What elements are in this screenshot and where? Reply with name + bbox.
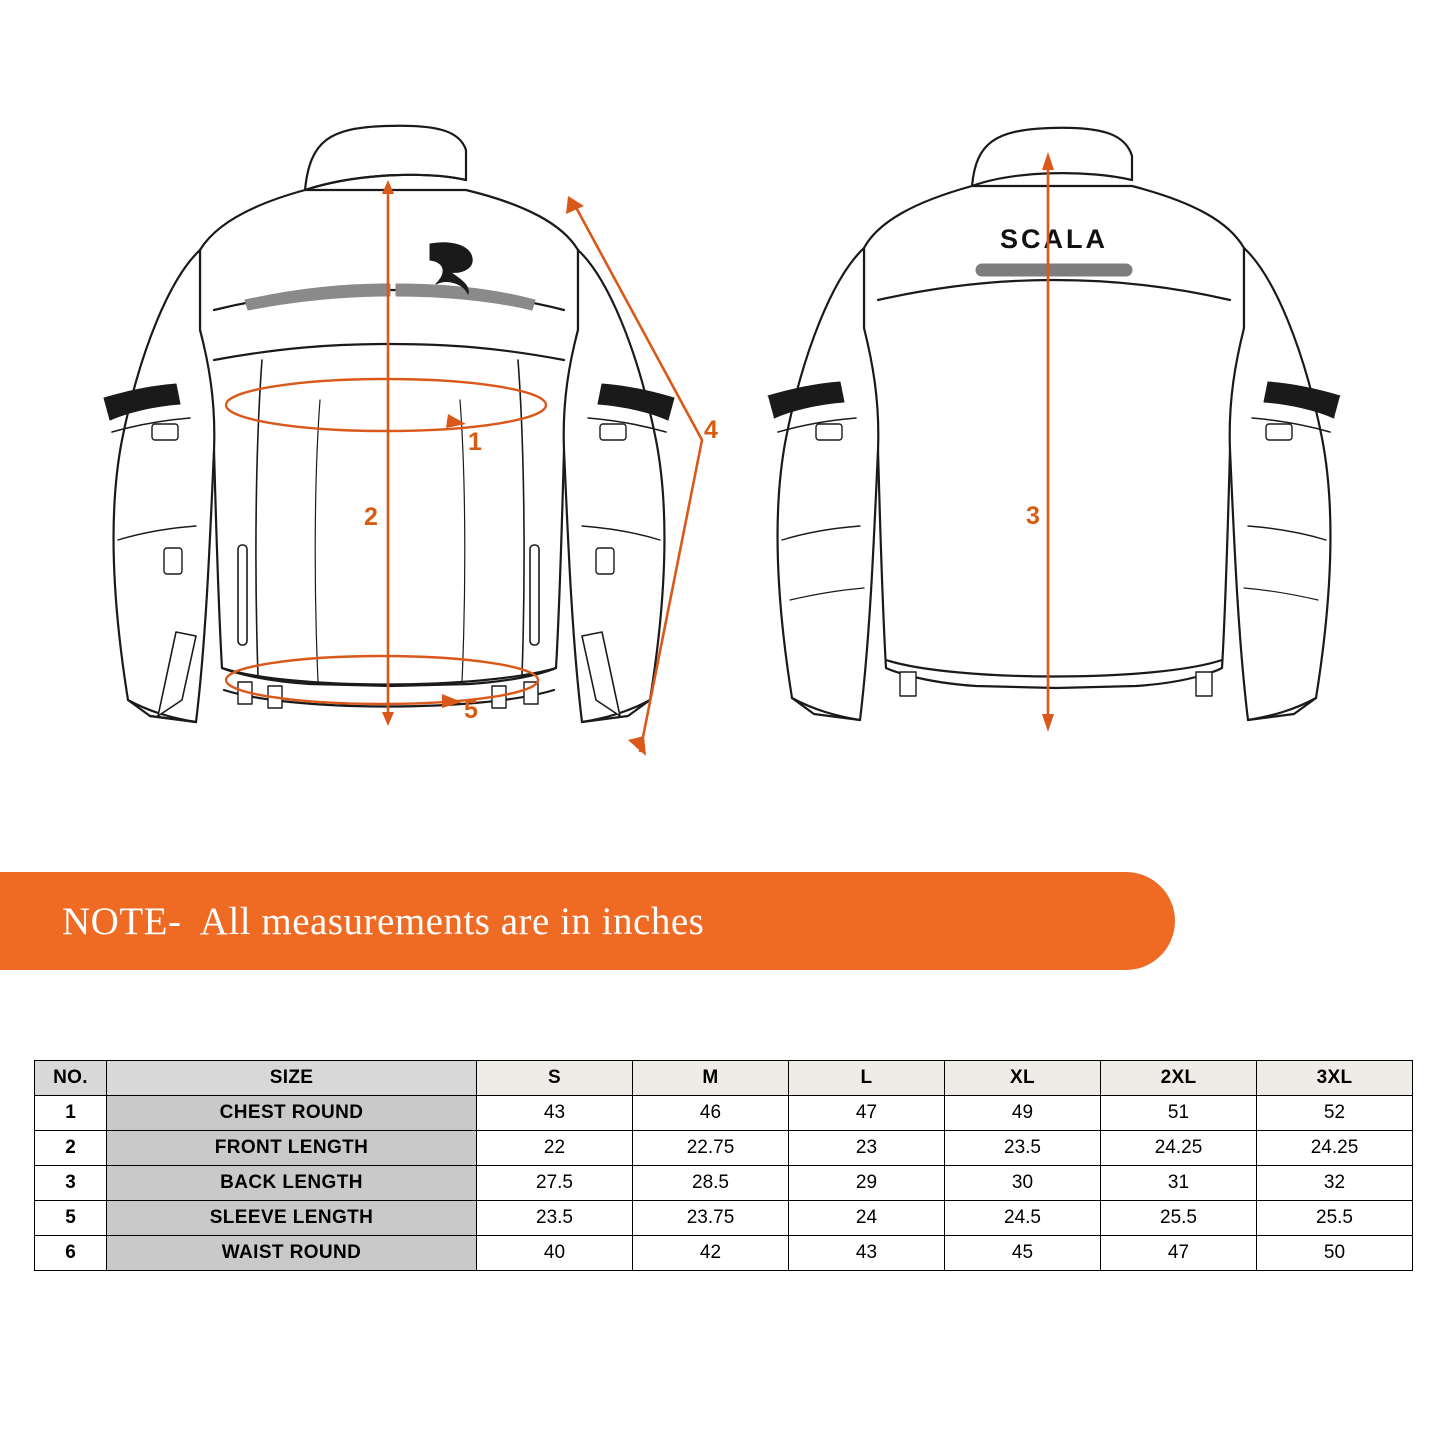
row-value-xl: 45 (945, 1236, 1101, 1271)
row-no: 3 (35, 1166, 107, 1201)
row-value-xl: 49 (945, 1096, 1101, 1131)
note-banner (0, 872, 1175, 970)
row-value-m: 28.5 (633, 1166, 789, 1201)
row-value-3xl: 52 (1257, 1096, 1413, 1131)
callout-5-label: 5 (464, 696, 478, 724)
header-m: M (633, 1061, 789, 1096)
row-label: CHEST ROUND (107, 1096, 477, 1131)
row-value-xl: 24.5 (945, 1201, 1101, 1236)
row-value-3xl: 50 (1257, 1236, 1413, 1271)
header-l: L (789, 1061, 945, 1096)
row-no: 1 (35, 1096, 107, 1131)
header-2xl: 2XL (1101, 1061, 1257, 1096)
row-value-l: 24 (789, 1201, 945, 1236)
row-value-s: 40 (477, 1236, 633, 1271)
row-label: SLEEVE LENGTH (107, 1201, 477, 1236)
row-value-m: 23.75 (633, 1201, 789, 1236)
row-value-xl: 30 (945, 1166, 1101, 1201)
table-row (35, 1166, 1413, 1201)
row-no: 5 (35, 1201, 107, 1236)
row-label: BACK LENGTH (107, 1166, 477, 1201)
row-value-s: 43 (477, 1096, 633, 1131)
callout-4-label: 4 (704, 416, 718, 444)
table-row (35, 1201, 1413, 1236)
row-value-l: 23 (789, 1131, 945, 1166)
table-row (35, 1236, 1413, 1271)
header-3xl: 3XL (1257, 1061, 1413, 1096)
back-jacket-illustration (768, 128, 1340, 720)
row-value-m: 22.75 (633, 1131, 789, 1166)
row-value-2xl: 47 (1101, 1236, 1257, 1271)
row-value-2xl: 25.5 (1101, 1201, 1257, 1236)
row-value-3xl: 25.5 (1257, 1201, 1413, 1236)
callout-2-label: 2 (364, 503, 378, 531)
row-value-s: 22 (477, 1131, 633, 1166)
callout-3-label: 3 (1026, 502, 1040, 530)
row-value-2xl: 31 (1101, 1166, 1257, 1201)
header-xl: XL (945, 1061, 1101, 1096)
row-value-3xl: 32 (1257, 1166, 1413, 1201)
row-label: WAIST ROUND (107, 1236, 477, 1271)
row-value-3xl: 24.25 (1257, 1131, 1413, 1166)
row-value-m: 42 (633, 1236, 789, 1271)
note-text: NOTE- All measurements are in inches (62, 899, 705, 943)
row-label: FRONT LENGTH (107, 1131, 477, 1166)
callout-1-label: 1 (468, 428, 482, 456)
row-value-l: 43 (789, 1236, 945, 1271)
row-no: 2 (35, 1131, 107, 1166)
table-header-row (35, 1061, 1413, 1096)
row-value-l: 47 (789, 1096, 945, 1131)
header-s: S (477, 1061, 633, 1096)
header-size: SIZE (107, 1061, 477, 1096)
row-value-m: 46 (633, 1096, 789, 1131)
row-value-2xl: 51 (1101, 1096, 1257, 1131)
row-value-xl: 23.5 (945, 1131, 1101, 1166)
row-value-l: 29 (789, 1166, 945, 1201)
size-chart-table-wrapper (34, 1060, 1412, 1271)
row-value-2xl: 24.25 (1101, 1131, 1257, 1166)
brand-logo-text: SCALA (1000, 224, 1108, 254)
table-row (35, 1131, 1413, 1166)
header-no: NO. (35, 1061, 107, 1096)
row-value-s: 23.5 (477, 1201, 633, 1236)
row-no: 6 (35, 1236, 107, 1271)
row-value-s: 27.5 (477, 1166, 633, 1201)
table-row (35, 1096, 1413, 1131)
size-chart-table (34, 1060, 1413, 1271)
